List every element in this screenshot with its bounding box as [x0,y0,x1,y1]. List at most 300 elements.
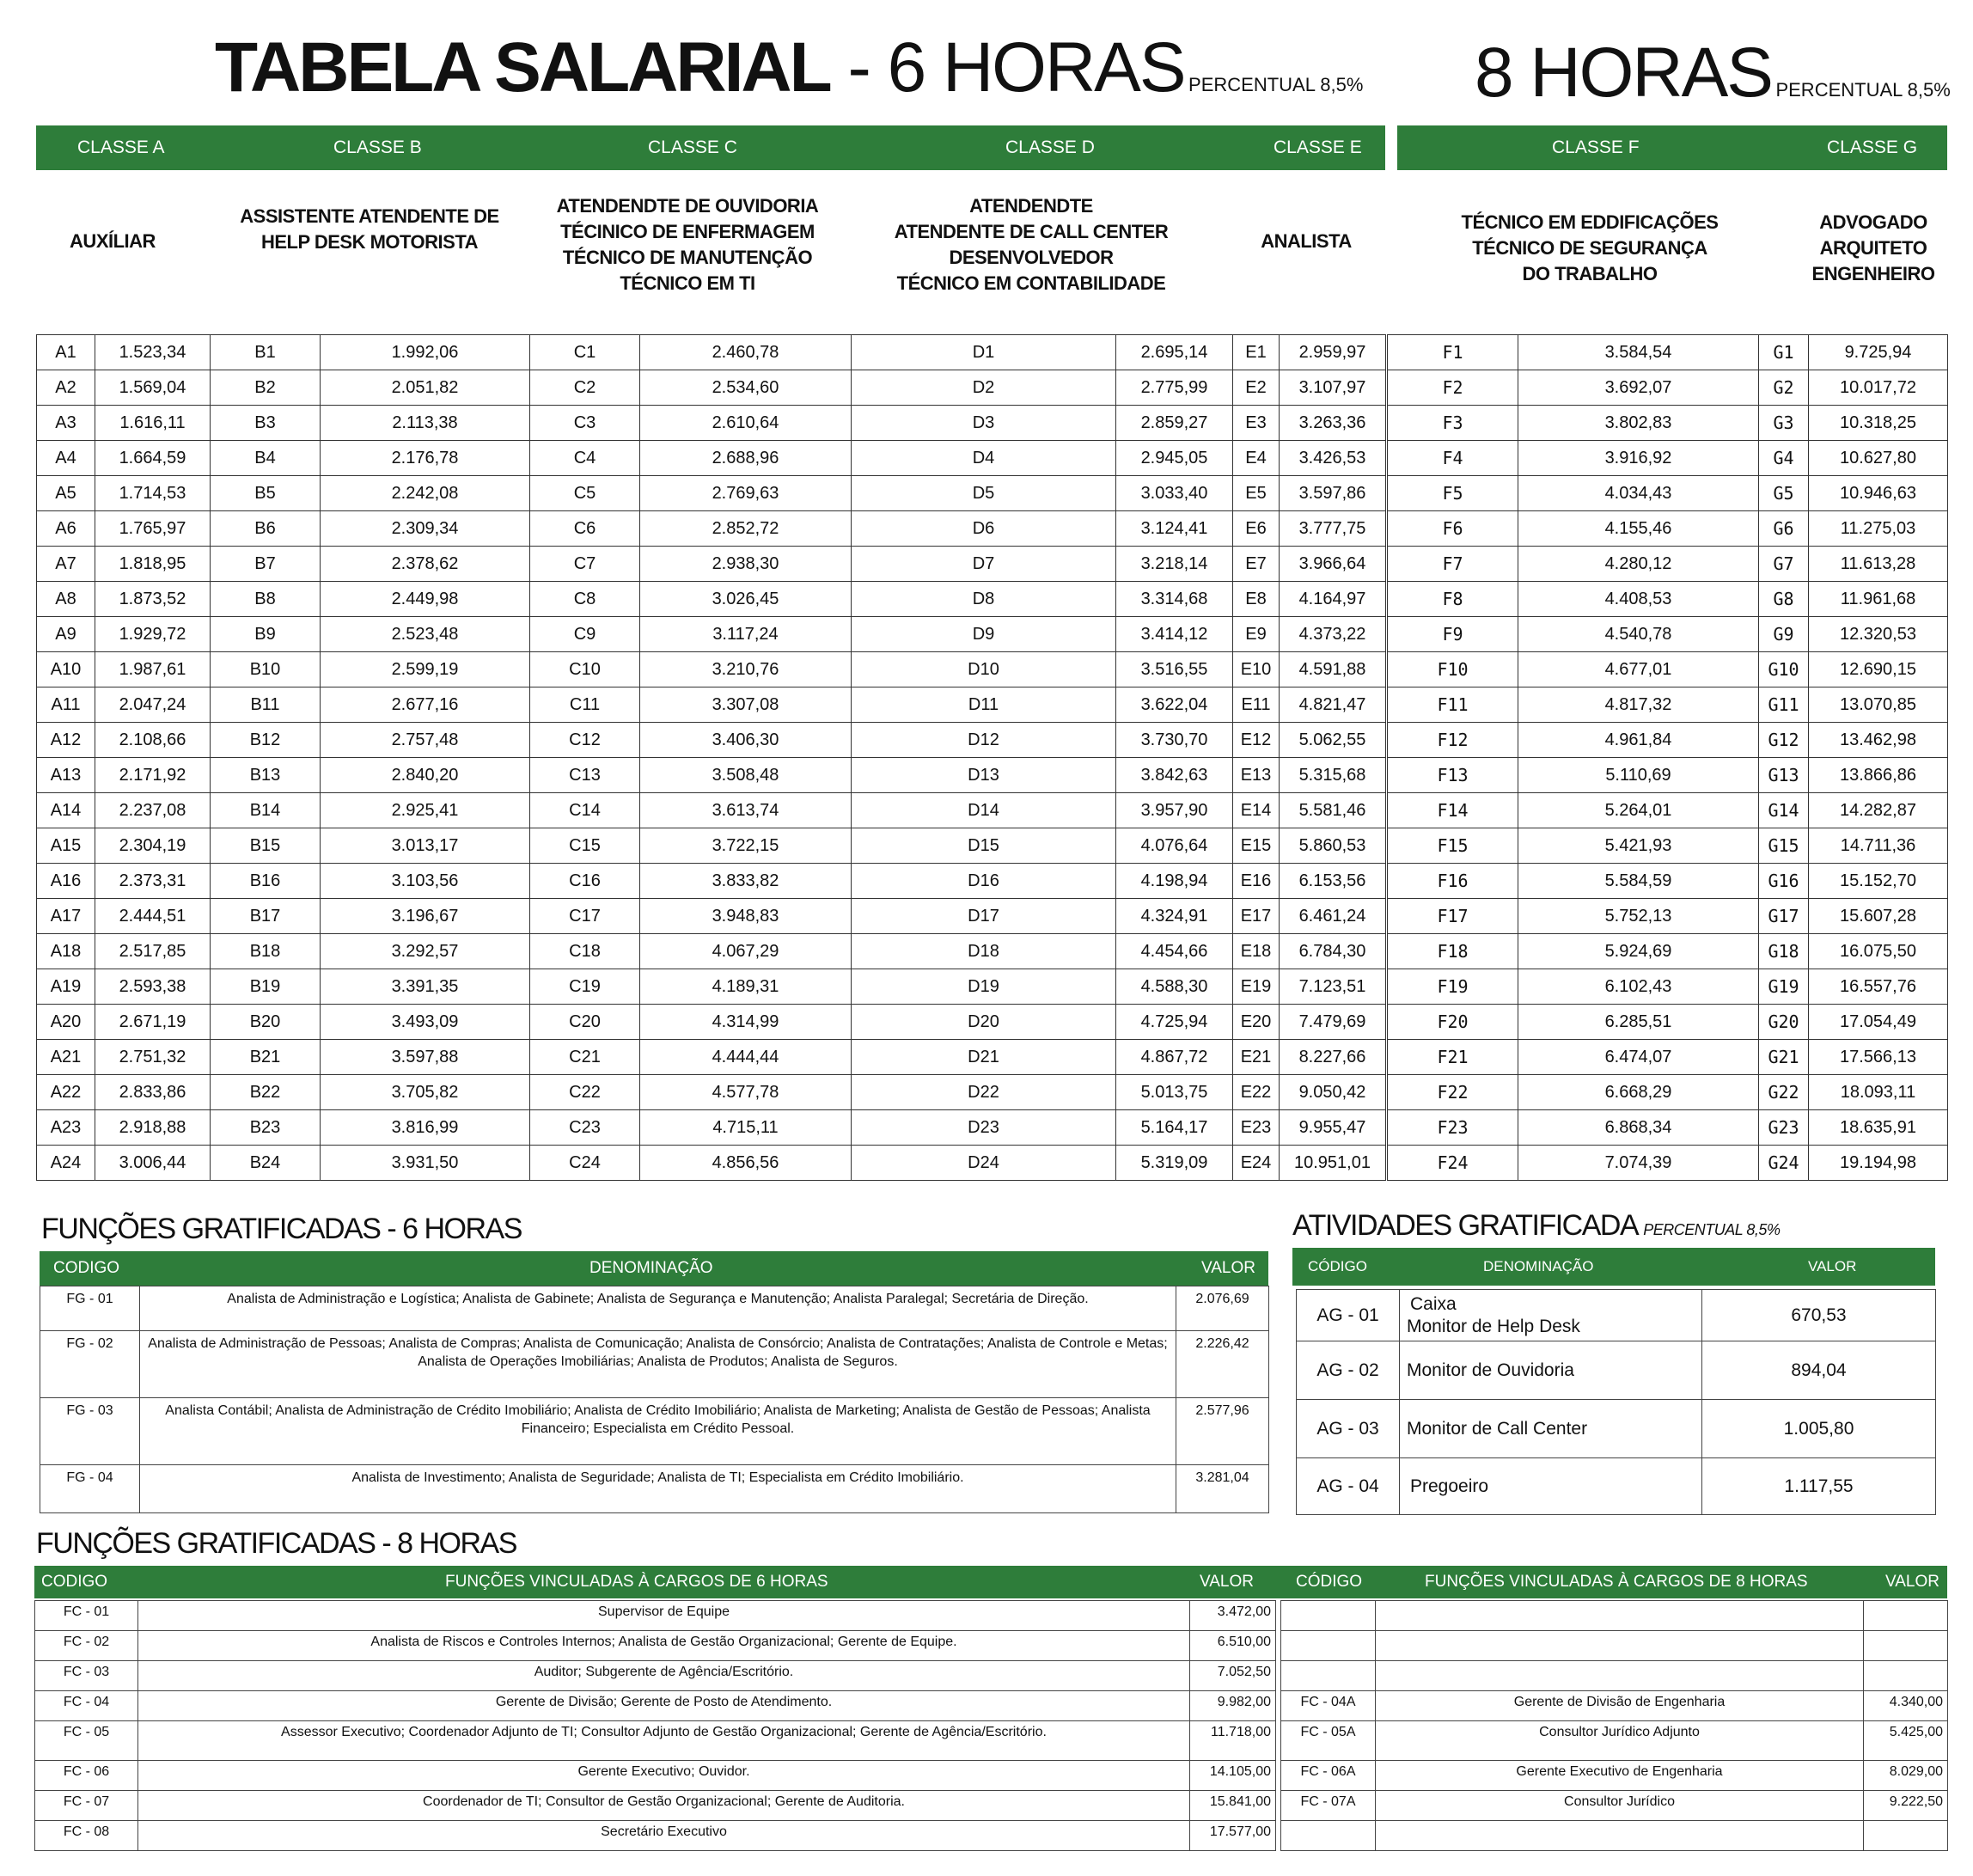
salary-value-b: 3.597,88 [321,1040,530,1075]
salary-value-c: 3.210,76 [640,652,852,687]
fc-header [34,1566,1947,1598]
salary-value-g: 11.613,28 [1809,547,1948,582]
ag-den-line: Caixa [1410,1293,1457,1314]
ag-title: ATIVIDADES GRATIFICADA [1292,1209,1637,1242]
level-code-c: C18 [530,934,640,969]
salary-value-a: 1.569,04 [95,370,211,406]
level-code-d: D7 [852,547,1116,582]
level-code-b: B14 [211,793,321,828]
level-code-g: G21 [1759,1040,1809,1075]
level-code-f: F20 [1388,1005,1518,1040]
level-code-c: C13 [530,758,640,793]
job-title-line: ATENDENTE DE CALL CENTER [894,221,1169,242]
level-code-g: G17 [1759,899,1809,934]
salary-value-d: 4.198,94 [1116,864,1233,899]
salary-value-g: 14.711,36 [1809,828,1948,864]
level-code-a: A4 [37,441,95,476]
level-code-e: E6 [1233,511,1280,547]
fc-code: FC - 03 [35,1661,138,1691]
fc-value: 7.052,50 [1190,1661,1276,1691]
table-row [37,1005,1386,1040]
fc-header-val8: VALOR [1885,1573,1940,1591]
fc-denomination: Analista de Riscos e Controles Internos; Analista de Gestão Organizacional; Gerente de Equipe. [138,1631,1190,1661]
level-code-b: B21 [211,1040,321,1075]
level-code-c: C4 [530,441,640,476]
fc8-code: FC - 06A [1281,1761,1376,1791]
level-code-e: E8 [1233,582,1280,617]
level-code-e: E7 [1233,547,1280,582]
level-code-d: D9 [852,617,1116,652]
salary-value-b: 3.931,50 [321,1146,530,1181]
salary-value-a: 2.373,31 [95,864,211,899]
table-row [35,1661,1276,1691]
level-code-a: A19 [37,969,95,1005]
level-code-f: F8 [1388,582,1518,617]
fc-value: 15.841,00 [1190,1791,1276,1821]
level-code-e: E20 [1233,1005,1280,1040]
level-code-g: G14 [1759,793,1809,828]
table-row [1281,1601,1948,1631]
salary-value-f: 3.692,07 [1518,370,1759,406]
class-label-a: CLASSE A [77,137,165,157]
salary-value-c: 4.314,99 [640,1005,852,1040]
salary-value-c: 3.307,08 [640,687,852,723]
level-code-a: A15 [37,828,95,864]
level-code-g: G2 [1759,370,1809,406]
table-row [40,1398,1269,1465]
salary-value-d: 5.319,09 [1116,1146,1233,1181]
table-row [35,1821,1276,1851]
salary-value-e: 5.062,55 [1280,723,1386,758]
level-code-f: F15 [1388,828,1518,864]
job-title-line: TÉCINICO DE ENFERMAGEM [560,221,815,242]
salary-value-e: 9.955,47 [1280,1110,1386,1146]
salary-value-g: 10.017,72 [1809,370,1948,406]
level-code-a: A11 [37,687,95,723]
class-label-b: CLASSE B [333,137,422,157]
salary-value-d: 3.622,04 [1116,687,1233,723]
level-code-c: C22 [530,1075,640,1110]
level-code-b: B1 [211,335,321,370]
job-title-line: TÉCNICO DE MANUTENÇÃO [562,247,813,268]
level-code-a: A20 [37,1005,95,1040]
salary-value-d: 3.957,90 [1116,793,1233,828]
class-label-g: CLASSE G [1827,137,1918,157]
table-row [1388,476,1948,511]
level-code-g: G11 [1759,687,1809,723]
level-code-g: G12 [1759,723,1809,758]
level-code-a: A2 [37,370,95,406]
salary-value-a: 2.108,66 [95,723,211,758]
fc-code: FC - 05 [35,1721,138,1761]
salary-value-g: 11.275,03 [1809,511,1948,547]
level-code-b: B13 [211,758,321,793]
salary-table-8h [1387,334,1948,1181]
level-code-b: B19 [211,969,321,1005]
salary-value-g: 10.318,25 [1809,406,1948,441]
ag-den-line: Pregoeiro [1410,1476,1489,1496]
salary-value-c: 3.508,48 [640,758,852,793]
level-code-a: A7 [37,547,95,582]
salary-value-f: 6.668,29 [1518,1075,1759,1110]
level-code-g: G16 [1759,864,1809,899]
level-code-a: A5 [37,476,95,511]
level-code-d: D22 [852,1075,1116,1110]
fc8-code [1281,1821,1376,1851]
salary-value-a: 2.517,85 [95,934,211,969]
salary-value-f: 4.280,12 [1518,547,1759,582]
table-row [37,547,1386,582]
level-code-c: C12 [530,723,640,758]
salary-value-b: 2.176,78 [321,441,530,476]
ag-header-code: CÓDIGO [1308,1258,1367,1274]
table-row [37,335,1386,370]
salary-value-c: 4.856,56 [640,1146,852,1181]
salary-value-e: 7.479,69 [1280,1005,1386,1040]
fc-code: FC - 06 [35,1761,138,1791]
job-title-line: TÉCNICO EM EDDIFICAÇÕES [1461,211,1719,233]
table-row [35,1691,1276,1721]
salary-value-e: 3.597,86 [1280,476,1386,511]
salary-value-f: 5.264,01 [1518,793,1759,828]
table-row [1281,1721,1948,1761]
table-row [1388,899,1948,934]
fc8-code: FC - 04A [1281,1691,1376,1721]
table-row [35,1761,1276,1791]
job-title-line: ARQUITETO [1819,237,1927,259]
class-label-c: CLASSE C [648,137,737,157]
fc-denomination: Secretário Executivo [138,1821,1190,1851]
level-code-e: E17 [1233,899,1280,934]
ag-header-val: VALOR [1808,1258,1857,1274]
fc8-denomination [1376,1631,1864,1661]
salary-value-f: 4.817,32 [1518,687,1759,723]
salary-value-c: 3.406,30 [640,723,852,758]
table-row [1388,441,1948,476]
ag-denomination [1400,1458,1702,1515]
salary-value-d: 5.013,75 [1116,1075,1233,1110]
salary-value-c: 2.460,78 [640,335,852,370]
salary-value-d: 4.588,30 [1116,969,1233,1005]
ag-code: AG - 03 [1297,1400,1400,1458]
level-code-d: D12 [852,723,1116,758]
level-code-a: A9 [37,617,95,652]
salary-value-a: 1.765,97 [95,511,211,547]
level-code-g: G9 [1759,617,1809,652]
salary-value-c: 2.938,30 [640,547,852,582]
salary-value-d: 2.775,99 [1116,370,1233,406]
salary-value-g: 17.054,49 [1809,1005,1948,1040]
table-row [37,370,1386,406]
level-code-f: F21 [1388,1040,1518,1075]
level-code-d: D16 [852,864,1116,899]
table-row [1281,1761,1948,1791]
table-row [1388,1146,1948,1181]
level-code-f: F11 [1388,687,1518,723]
salary-value-f: 7.074,39 [1518,1146,1759,1181]
salary-value-b: 2.051,82 [321,370,530,406]
level-code-d: D1 [852,335,1116,370]
job-title-line: ATENDENDTE DE OUVIDORIA [556,195,819,217]
level-code-g: G22 [1759,1075,1809,1110]
level-code-d: D14 [852,793,1116,828]
level-code-c: C11 [530,687,640,723]
level-code-a: A8 [37,582,95,617]
salary-value-e: 3.107,97 [1280,370,1386,406]
fc-header-val6: VALOR [1200,1573,1255,1591]
level-code-d: D8 [852,582,1116,617]
level-code-d: D24 [852,1146,1116,1181]
table-row [1388,335,1948,370]
salary-value-f: 6.868,34 [1518,1110,1759,1146]
fc-denomination: Auditor; Subgerente de Agência/Escritório. [138,1661,1190,1691]
level-code-f: F5 [1388,476,1518,511]
fc8-code [1281,1661,1376,1691]
level-code-a: A17 [37,899,95,934]
job-title-line: ASSISTENTE ATENDENTE DE [240,205,499,227]
table-row [40,1286,1269,1331]
table-row [1297,1341,1936,1400]
salary-value-e: 5.860,53 [1280,828,1386,864]
salary-value-b: 2.757,48 [321,723,530,758]
salary-value-d: 3.033,40 [1116,476,1233,511]
table-row [1281,1691,1948,1721]
ag-header [1292,1248,1935,1286]
level-code-e: E13 [1233,758,1280,793]
table-row [1281,1661,1948,1691]
level-code-b: B12 [211,723,321,758]
salary-value-f: 4.155,46 [1518,511,1759,547]
fc8-denomination [1376,1661,1864,1691]
salary-value-g: 14.282,87 [1809,793,1948,828]
salary-value-g: 11.961,68 [1809,582,1948,617]
level-code-g: G13 [1759,758,1809,793]
salary-value-a: 2.751,32 [95,1040,211,1075]
salary-value-a: 1.987,61 [95,652,211,687]
fc-code: FC - 04 [35,1691,138,1721]
salary-value-a: 1.873,52 [95,582,211,617]
salary-value-f: 6.102,43 [1518,969,1759,1005]
salary-value-e: 6.461,24 [1280,899,1386,934]
table-row [35,1721,1276,1761]
fc-title: FUNÇÕES GRATIFICADAS - 8 HORAS [36,1527,516,1560]
job-title-line: AUXÍLIAR [70,230,156,252]
level-code-g: G8 [1759,582,1809,617]
fc-denomination: Assessor Executivo; Coordenador Adjunto de TI; Consultor Adjunto de Gestão Organizacional; Gerente de Agência/Escritório. [138,1721,1190,1761]
fc8-denomination [1376,1601,1864,1631]
salary-value-e: 9.050,42 [1280,1075,1386,1110]
ag-title-note: PERCENTUAL 8,5% [1643,1221,1781,1238]
job-title-line: HELP DESK MOTORISTA [260,231,479,253]
salary-value-c: 4.067,29 [640,934,852,969]
level-code-c: C7 [530,547,640,582]
level-code-d: D4 [852,441,1116,476]
salary-value-b: 3.196,67 [321,899,530,934]
salary-value-a: 1.616,11 [95,406,211,441]
page-title [215,28,1364,107]
salary-value-d: 3.314,68 [1116,582,1233,617]
salary-value-b: 3.103,56 [321,864,530,899]
salary-value-b: 3.391,35 [321,969,530,1005]
table-row [37,511,1386,547]
fc8-denomination: Gerente de Divisão de Engenharia [1376,1691,1864,1721]
fc8-denomination: Consultor Jurídico [1376,1791,1864,1821]
level-code-c: C5 [530,476,640,511]
class-label-d: CLASSE D [1005,137,1095,157]
level-code-b: B18 [211,934,321,969]
table-row [1388,1075,1948,1110]
level-code-d: D23 [852,1110,1116,1146]
salary-value-f: 5.752,13 [1518,899,1759,934]
level-code-g: G10 [1759,652,1809,687]
salary-value-d: 3.516,55 [1116,652,1233,687]
salary-value-g: 16.557,76 [1809,969,1948,1005]
level-code-b: B20 [211,1005,321,1040]
salary-value-f: 4.034,43 [1518,476,1759,511]
table-row [1388,547,1948,582]
level-code-e: E5 [1233,476,1280,511]
salary-value-g: 10.627,80 [1809,441,1948,476]
fg6-header-val: VALOR [1201,1259,1256,1277]
fc-value: 3.472,00 [1190,1601,1276,1631]
table-row [1297,1400,1936,1458]
salary-value-e: 4.373,22 [1280,617,1386,652]
salary-value-e: 2.959,97 [1280,335,1386,370]
fc8-value [1864,1821,1948,1851]
level-code-d: D10 [852,652,1116,687]
salary-value-c: 4.577,78 [640,1075,852,1110]
table-row [37,1146,1386,1181]
level-code-d: D13 [852,758,1116,793]
fc-denomination: Supervisor de Equipe [138,1601,1190,1631]
salary-value-d: 5.164,17 [1116,1110,1233,1146]
salary-value-d: 4.725,94 [1116,1005,1233,1040]
fc8-code: FC - 05A [1281,1721,1376,1761]
level-code-g: G3 [1759,406,1809,441]
salary-value-g: 19.194,98 [1809,1146,1948,1181]
table-row [1388,723,1948,758]
fg6-header-den: DENOMINAÇÃO [589,1259,713,1277]
fc-value: 6.510,00 [1190,1631,1276,1661]
title-8h-note: PERCENTUAL 8,5% [1775,79,1951,101]
fc8-denomination [1376,1821,1864,1851]
table-row [37,652,1386,687]
level-code-a: A22 [37,1075,95,1110]
level-code-e: E23 [1233,1110,1280,1146]
fc8-value: 4.340,00 [1864,1691,1948,1721]
level-code-a: A3 [37,406,95,441]
level-code-b: B11 [211,687,321,723]
table-row [1388,582,1948,617]
salary-value-a: 1.523,34 [95,335,211,370]
level-code-a: A23 [37,1110,95,1146]
level-code-e: E2 [1233,370,1280,406]
table-row [37,476,1386,511]
salary-value-a: 2.671,19 [95,1005,211,1040]
fg-value: 2.226,42 [1176,1331,1269,1398]
job-title-line: TÉCNICO EM TI [620,272,755,294]
title-8h-block [1475,34,1951,112]
table-row [37,758,1386,793]
level-code-g: G23 [1759,1110,1809,1146]
salary-value-g: 16.075,50 [1809,934,1948,969]
ag-den-line: Monitor de Ouvidoria [1407,1360,1574,1380]
level-code-f: F23 [1388,1110,1518,1146]
salary-value-a: 2.593,38 [95,969,211,1005]
job-title-line: ANALISTA [1261,230,1352,252]
table-row [1388,969,1948,1005]
table-row [37,793,1386,828]
salary-value-e: 3.966,64 [1280,547,1386,582]
table-row [37,617,1386,652]
table-row [37,406,1386,441]
table-row [1388,1040,1948,1075]
level-code-e: E18 [1233,934,1280,969]
fg-value: 2.577,96 [1176,1398,1269,1465]
fc-value: 11.718,00 [1190,1721,1276,1761]
level-code-a: A6 [37,511,95,547]
salary-value-d: 4.454,66 [1116,934,1233,969]
job-title-line: TÉCNICO DE SEGURANÇA [1472,237,1707,259]
fg6-header-code: CODIGO [53,1259,120,1277]
salary-value-a: 2.833,86 [95,1075,211,1110]
salary-value-b: 3.493,09 [321,1005,530,1040]
fc8-value [1864,1661,1948,1691]
level-code-g: G6 [1759,511,1809,547]
level-code-b: B22 [211,1075,321,1110]
salary-value-e: 10.951,01 [1280,1146,1386,1181]
ag-denomination [1400,1290,1702,1341]
salary-value-a: 1.664,59 [95,441,211,476]
level-code-f: F12 [1388,723,1518,758]
level-code-b: B23 [211,1110,321,1146]
salary-value-d: 3.842,63 [1116,758,1233,793]
ag-value: 1.117,55 [1702,1458,1936,1515]
job-titles-g [1787,210,1959,287]
salary-value-c: 3.722,15 [640,828,852,864]
level-code-c: C6 [530,511,640,547]
salary-value-e: 7.123,51 [1280,969,1386,1005]
table-row [1388,793,1948,828]
table-row [37,582,1386,617]
table-row [1388,1005,1948,1040]
level-code-a: A16 [37,864,95,899]
salary-value-f: 5.584,59 [1518,864,1759,899]
level-code-g: G1 [1759,335,1809,370]
level-code-c: C9 [530,617,640,652]
salary-value-g: 10.946,63 [1809,476,1948,511]
salary-value-f: 6.285,51 [1518,1005,1759,1040]
salary-value-d: 3.414,12 [1116,617,1233,652]
level-code-a: A1 [37,335,95,370]
salary-value-b: 2.309,34 [321,511,530,547]
salary-value-g: 9.725,94 [1809,335,1948,370]
table-row [37,1110,1386,1146]
fc-header-den8: FUNÇÕES VINCULADAS À CARGOS DE 8 HORAS [1425,1573,1808,1591]
level-code-c: C8 [530,582,640,617]
salary-value-f: 4.540,78 [1518,617,1759,652]
level-code-g: G4 [1759,441,1809,476]
table-row [1297,1458,1936,1515]
level-code-d: D3 [852,406,1116,441]
salary-value-f: 3.802,83 [1518,406,1759,441]
fg6-header [40,1251,1268,1286]
fg-value: 2.076,69 [1176,1286,1269,1331]
table-row [1388,652,1948,687]
salary-value-b: 2.840,20 [321,758,530,793]
table-row [1388,511,1948,547]
table-row [1281,1821,1948,1851]
